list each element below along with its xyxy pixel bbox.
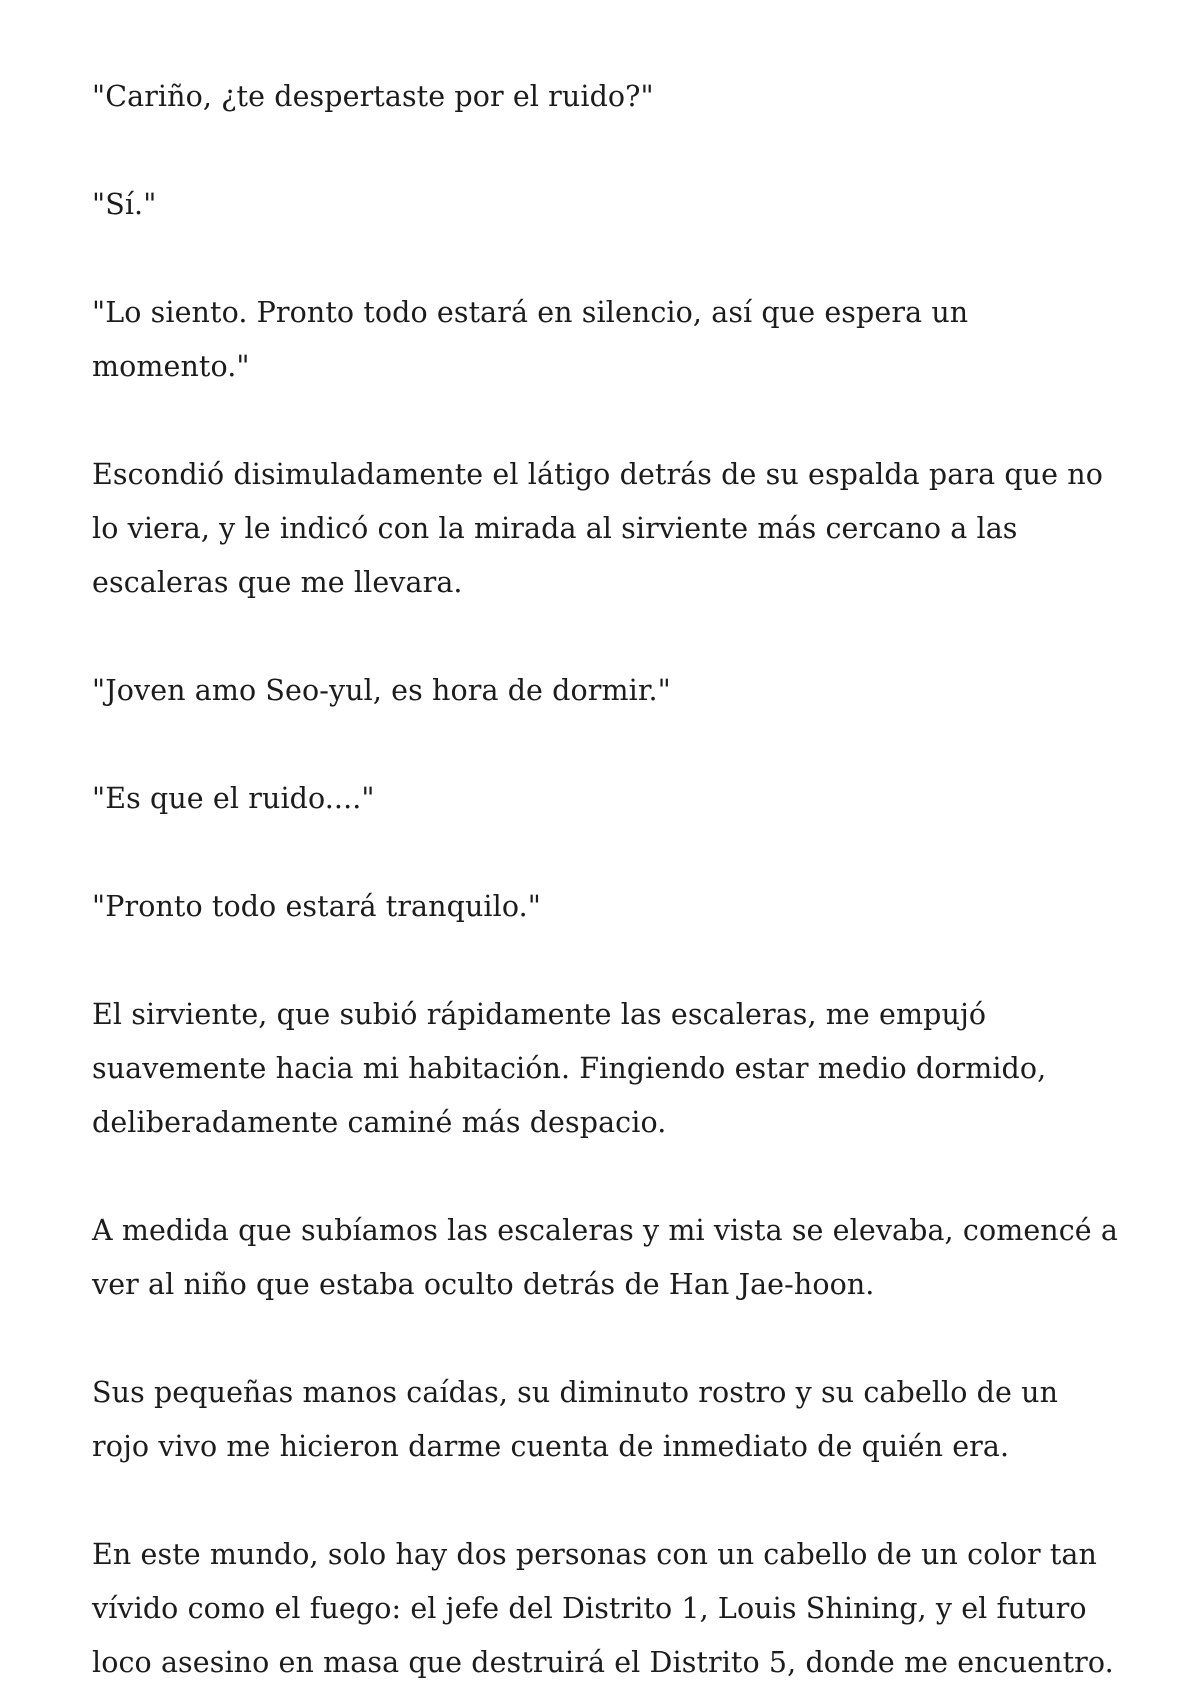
paragraph-2: "Sí." bbox=[92, 188, 157, 221]
paragraph-7: "Pronto todo estará tranquilo." bbox=[92, 890, 541, 923]
paragraph-3: "Lo siento. Pronto todo estará en silencio, así que espera un momento." bbox=[92, 296, 969, 383]
paragraph-8: El sirviente, que subió rápidamente las escaleras, me empujó suavemente hacia mi habitación. Fingiendo estar medio dormido, deliberadamente caminé más despacio. bbox=[92, 998, 1047, 1139]
paragraph-6: "Es que el ruido...." bbox=[92, 782, 375, 815]
paragraph-11: En este mundo, solo hay dos personas con un cabello de un color tan vívido como el fuego: el jefe del Distrito 1, Louis Shining, y el futuro loco asesino en masa que destruirá el Distrito 5, donde me encuentro. bbox=[92, 1538, 1114, 1679]
paragraph-5: "Joven amo Seo-yul, es hora de dormir." bbox=[92, 674, 671, 707]
document-body bbox=[92, 70, 1122, 1690]
paragraph-10: Sus pequeñas manos caídas, su diminuto rostro y su cabello de un rojo vivo me hicieron darme cuenta de inmediato de quién era. bbox=[92, 1376, 1059, 1463]
paragraph-9: A medida que subíamos las escaleras y mi vista se elevaba, comencé a ver al niño que estaba oculto detrás de Han Jae-hoon. bbox=[92, 1214, 1119, 1301]
paragraph-1: "Cariño, ¿te despertaste por el ruido?" bbox=[92, 80, 654, 113]
paragraph-4: Escondió disimuladamente el látigo detrás de su espalda para que no lo viera, y le indicó con la mirada al sirviente más cercano a las escaleras que me llevara. bbox=[92, 458, 1103, 599]
